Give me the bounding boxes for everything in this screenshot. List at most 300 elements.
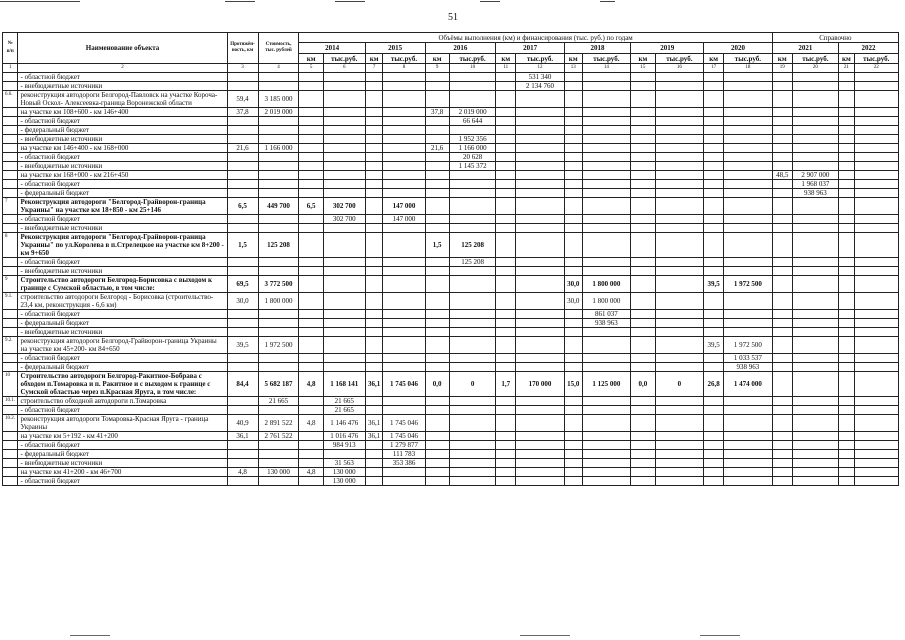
km-value [772,310,792,319]
rub-value [323,363,365,372]
rub-value [792,468,838,477]
length-value: 30,0 [227,293,258,310]
rub-value [383,171,425,180]
length-value [227,363,258,372]
km-value [704,406,724,415]
km-value [496,180,516,189]
unit-km-header: км [772,54,792,64]
rub-value [724,180,773,189]
cost-value [258,354,299,363]
row-number [3,267,18,276]
rub-value [655,397,704,406]
length-value: 37,8 [227,108,258,117]
rub-value [516,198,565,215]
km-value [299,224,323,233]
rub-value [655,363,704,372]
km-value [365,73,383,82]
table-row [3,328,899,337]
reference-header: Справочно [772,33,898,43]
km-value [564,108,582,117]
km-value [631,82,655,91]
km-value [564,258,582,267]
km-value [365,293,383,310]
rub-value: 1 968 037 [792,180,838,189]
rub-value [449,171,495,180]
rub-value [792,198,838,215]
km-value [496,198,516,215]
km-value [839,126,854,135]
km-value [299,171,323,180]
km-value [631,354,655,363]
km-value [839,189,854,198]
object-name: - областной бюджет [18,258,227,267]
rub-value [724,73,773,82]
rub-value [449,293,495,310]
km-value [299,108,323,117]
rub-value: 1 745 046 [383,432,425,441]
rub-value: 1 033 537 [724,354,773,363]
km-value [704,328,724,337]
rub-value [582,233,631,258]
rub-value: 111 783 [383,450,425,459]
rub-value [792,397,838,406]
column-number-row [3,64,899,73]
rub-value: 1 279 877 [383,441,425,450]
rub-value [724,189,773,198]
object-name: - областной бюджет [18,153,227,162]
rub-value: 1 145 372 [449,162,495,171]
length-value: 59,4 [227,91,258,108]
length-value [227,267,258,276]
rub-value [323,224,365,233]
rub-value [582,117,631,126]
km-value [631,319,655,328]
rub-value: 1 952 356 [449,135,495,144]
col-name-header: Наименование объекта [18,33,227,64]
km-value: 26,8 [704,372,724,397]
km-value [425,224,449,233]
km-value [425,267,449,276]
rub-value: 984 913 [323,441,365,450]
km-value [631,126,655,135]
km-value [365,233,383,258]
column-number: 14 [582,64,631,73]
rub-value [383,328,425,337]
km-value [704,441,724,450]
object-name: - внебюджетные источники [18,224,227,233]
rub-value [724,171,773,180]
rub-value [655,293,704,310]
year-header: 2020 [704,43,773,54]
rub-value [449,397,495,406]
row-number: 10.1. [3,397,18,406]
rub-value [792,135,838,144]
unit-rub-header: тыс.руб. [854,54,898,64]
cost-value [258,363,299,372]
rub-value [655,328,704,337]
rub-value [582,171,631,180]
rub-value [854,468,898,477]
rub-value [383,73,425,82]
object-name: реконструкция автодороги Белгород-Грайворон-граница Украины на участке км 45+200- км 84+650 [18,337,227,354]
object-name: - федеральный бюджет [18,450,227,459]
rub-value [792,153,838,162]
object-name: Реконструкция автодороги "Белгород-Грайворон-граница Украины" по ул.Королева в п.Стрелецкое на участке км 8+200 - км 9+650 [18,233,227,258]
km-value [704,108,724,117]
rub-value [582,73,631,82]
rub-value [724,117,773,126]
km-value [299,117,323,126]
km-value [839,459,854,468]
rub-value [854,372,898,397]
km-value [772,372,792,397]
rub-value [854,441,898,450]
km-value [631,117,655,126]
object-name: - областной бюджет [18,73,227,82]
km-value [564,171,582,180]
rub-value [449,477,495,486]
unit-rub-header: тыс.руб. [449,54,495,64]
rub-value [792,233,838,258]
rub-value [792,91,838,108]
rub-value [582,82,631,91]
km-value [564,215,582,224]
rub-value [854,319,898,328]
rub-value [449,432,495,441]
km-value [496,224,516,233]
cost-value: 130 000 [258,468,299,477]
km-value [704,477,724,486]
rub-value [655,82,704,91]
rub-value [792,82,838,91]
cost-value: 1 166 000 [258,144,299,153]
km-value [704,354,724,363]
rub-value [655,189,704,198]
row-number [3,224,18,233]
rub-value [854,135,898,144]
rub-value [383,468,425,477]
rub-value: 1 745 046 [383,415,425,432]
row-number: 9 [3,276,18,293]
length-value [227,310,258,319]
column-number: 17 [704,64,724,73]
rub-value [516,258,565,267]
rub-value [383,91,425,108]
km-value [425,415,449,432]
km-value [425,459,449,468]
rub-value [655,276,704,293]
rub-value [792,108,838,117]
rub-value [724,406,773,415]
year-header: 2016 [425,43,496,54]
rub-value [516,328,565,337]
rub-value [724,397,773,406]
table-row [3,135,899,144]
km-value [631,144,655,153]
km-value [564,468,582,477]
rub-value [854,224,898,233]
km-value [496,337,516,354]
rub-value: 302 700 [323,215,365,224]
column-number: 13 [564,64,582,73]
km-value [704,153,724,162]
rub-value [449,363,495,372]
km-value [365,337,383,354]
rub-value [449,180,495,189]
unit-rub-header: тыс.руб. [582,54,631,64]
cost-value [258,73,299,82]
rub-value [792,310,838,319]
km-value [772,276,792,293]
rub-value [582,126,631,135]
length-value [227,162,258,171]
km-value: 1,7 [496,372,516,397]
length-value [227,171,258,180]
rub-value [323,162,365,171]
km-value [299,189,323,198]
km-value [365,144,383,153]
unit-km-header: км [631,54,655,64]
km-value [299,459,323,468]
unit-km-header: км [564,54,582,64]
km-value [496,91,516,108]
row-number [3,319,18,328]
rub-value [792,406,838,415]
km-value [839,468,854,477]
km-value [772,73,792,82]
km-value [496,82,516,91]
rub-value [792,354,838,363]
row-number [3,171,18,180]
object-name: - федеральный бюджет [18,126,227,135]
rub-value [516,267,565,276]
length-value [227,180,258,189]
km-value [839,144,854,153]
rub-value [516,415,565,432]
rub-value: 125 208 [449,233,495,258]
rub-value [792,337,838,354]
rub-value [854,189,898,198]
object-name: - областной бюджет [18,441,227,450]
km-value [365,258,383,267]
object-name: строительство автодороги Белгород - Борисовка (строительство- 23,4 км, реконструкция - 6,6 км) [18,293,227,310]
km-value [496,135,516,144]
column-number: 15 [631,64,655,73]
km-value [365,319,383,328]
column-number: 4 [258,64,299,73]
rub-value [383,233,425,258]
rub-value: 170 000 [516,372,565,397]
km-value [496,153,516,162]
unit-rub-header: тыс.руб. [655,54,704,64]
rub-value [323,328,365,337]
km-value [631,441,655,450]
rub-value [383,310,425,319]
km-value [496,162,516,171]
rub-value [854,397,898,406]
rub-value [724,319,773,328]
object-name: - областной бюджет [18,215,227,224]
km-value [365,162,383,171]
km-value [365,189,383,198]
km-value [839,432,854,441]
rub-value: 1 800 000 [582,276,631,293]
km-value [839,337,854,354]
column-number: 21 [839,64,854,73]
km-value [564,189,582,198]
km-value [839,354,854,363]
km-value [299,135,323,144]
rub-value [655,198,704,215]
top-rule [0,0,905,6]
km-value [772,459,792,468]
km-value: 48,5 [772,171,792,180]
table-row [3,258,899,267]
km-value [425,310,449,319]
km-value [564,397,582,406]
km-value [365,397,383,406]
km-value [564,180,582,189]
rub-value [655,91,704,108]
row-number [3,363,18,372]
rub-value [449,215,495,224]
rub-value: 2 134 760 [516,82,565,91]
rub-value [516,117,565,126]
rub-value [854,354,898,363]
rub-value: 31 563 [323,459,365,468]
km-value [564,319,582,328]
rub-value [323,337,365,354]
object-name: - внебюджетные источники [18,459,227,468]
rub-value [323,82,365,91]
rub-value [655,162,704,171]
km-value [704,258,724,267]
km-value [631,293,655,310]
km-value [365,135,383,144]
km-value: 15,0 [564,372,582,397]
object-name: - федеральный бюджет [18,363,227,372]
rub-value: 147 000 [383,215,425,224]
cost-value [258,153,299,162]
row-number [3,354,18,363]
column-number: 9 [425,64,449,73]
rub-value [516,319,565,328]
row-number: 6.6. [3,91,18,108]
rub-value [582,337,631,354]
km-value [425,73,449,82]
rub-value [724,233,773,258]
km-value [704,459,724,468]
length-value [227,135,258,144]
rub-value: 0 [655,372,704,397]
km-value [365,126,383,135]
km-value [299,406,323,415]
rub-value [854,406,898,415]
rub-value [854,363,898,372]
km-value [772,189,792,198]
rub-value [449,73,495,82]
table-row [3,267,899,276]
cost-value: 2 761 522 [258,432,299,441]
rub-value [854,432,898,441]
rub-value [655,406,704,415]
table-row [3,432,899,441]
rub-value [792,372,838,397]
km-value [704,468,724,477]
km-value [631,450,655,459]
rub-value [516,432,565,441]
cost-value [258,171,299,180]
rub-value: 1 745 046 [383,372,425,397]
row-number [3,135,18,144]
km-value [631,215,655,224]
km-value [365,276,383,293]
km-value [631,397,655,406]
rub-value: 302 700 [323,198,365,215]
table-row [3,108,899,117]
rub-value [323,293,365,310]
rub-value [516,337,565,354]
km-value [772,144,792,153]
km-value [772,450,792,459]
rub-value: 20 628 [449,153,495,162]
rub-value [724,477,773,486]
rub-value [854,328,898,337]
rub-value [792,477,838,486]
rub-value: 130 000 [323,477,365,486]
rub-value [323,267,365,276]
object-name: реконструкция автодороги Томаровка-Красная Яруга - граница Украины [18,415,227,432]
rub-value: 1 800 000 [582,293,631,310]
rub-value [792,319,838,328]
km-value [496,468,516,477]
km-value [365,224,383,233]
rub-value [792,162,838,171]
km-value [425,432,449,441]
km-value [839,397,854,406]
row-number [3,73,18,82]
rub-value: 1 125 000 [582,372,631,397]
km-value [496,108,516,117]
cost-value: 1 972 500 [258,337,299,354]
km-value: 0,0 [631,372,655,397]
column-number: 10 [449,64,495,73]
km-value [704,415,724,432]
rub-value: 125 208 [449,258,495,267]
cost-value: 5 682 187 [258,372,299,397]
cost-value [258,441,299,450]
rub-value: 66 644 [449,117,495,126]
km-value [425,328,449,337]
rub-value [854,153,898,162]
rub-value [516,224,565,233]
km-value [631,363,655,372]
km-value [631,180,655,189]
km-value [564,363,582,372]
rub-value [655,215,704,224]
row-number: 7 [3,198,18,215]
km-value [365,117,383,126]
km-value [365,406,383,415]
km-value [772,319,792,328]
km-value [299,477,323,486]
km-value [631,171,655,180]
km-value [704,82,724,91]
km-value [704,310,724,319]
rub-value [582,406,631,415]
km-value [772,293,792,310]
unit-rub-header: тыс.руб. [323,54,365,64]
